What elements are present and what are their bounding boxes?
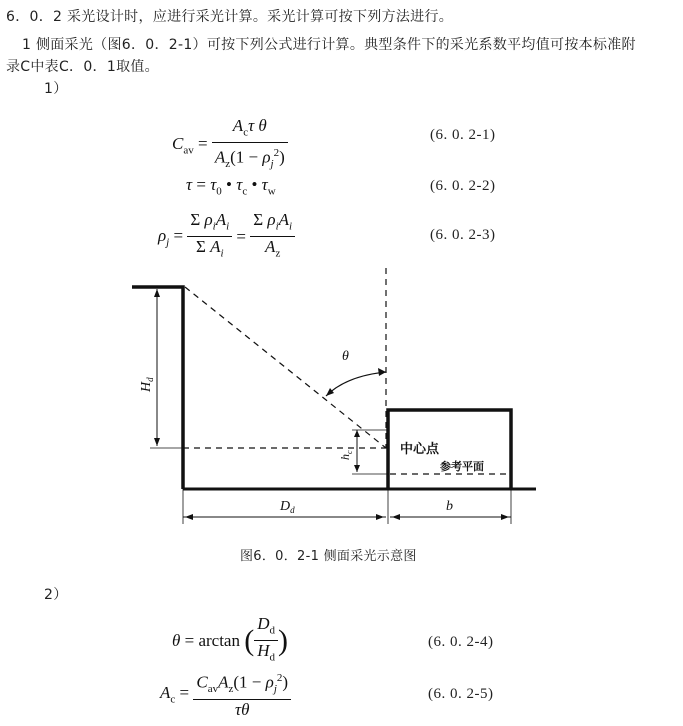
equation-number-5: (6. 0. 2-5) <box>428 686 494 702</box>
theta-label: θ <box>342 349 349 364</box>
b-label: b <box>446 499 453 514</box>
equation-6-0-2-1: $C_{av}$ = $\frac{A_c\tau \theta}{A_z(1 - \rho_j^2)}$ <box>172 116 288 174</box>
equation-6-0-2-2: $\tau = \tau_0$ • $\tau_c$ • $\tau_w$ <box>186 175 276 198</box>
equation-number-3: (6. 0. 2-3) <box>430 227 496 243</box>
hd-label: $H_d$ <box>139 377 155 392</box>
equation-number-2: (6. 0. 2-2) <box>430 178 496 194</box>
center-point-label: 中心点 <box>400 442 440 457</box>
equation-number-1: (6. 0. 2-1) <box>430 127 496 143</box>
paragraph-line-2: 录C中表C．0．1取值。 <box>6 59 159 75</box>
figure-caption: 图6．0．2-1 侧面采光示意图 <box>240 549 417 564</box>
list-item-1-marker: 1） <box>44 81 68 97</box>
reference-plane-label: 参考平面 <box>440 460 484 473</box>
equation-6-0-2-4: θ = arctan ( $\frac{D_d}{H_d}$ ) <box>172 614 288 664</box>
equation-number-4: (6. 0. 2-4) <box>428 634 494 650</box>
equation-6-0-2-3: $\rho_j$ = $\frac{\Sigma \rho_iA_i}{\Sigma A_i}$ = $\frac{\Sigma \rho_iA_i}{A_z}$ <box>158 210 295 264</box>
equation-6-0-2-5: $A_c$ = $\frac{C_{av}A_z(1 - \rho_j^2)}{\tau\theta}$ <box>160 668 291 720</box>
section-heading: 6．0．2 采光设计时，应进行采光计算。采光计算可按下列方法进行。 <box>6 9 454 25</box>
paragraph-line-1: 1 侧面采光（图6．0．2-1）可按下列公式进行计算。典型条件下的采光系数平均值可按本标准附 <box>22 37 636 53</box>
theta-arc <box>326 372 386 396</box>
dd-label: $D_d$ <box>280 499 295 515</box>
list-item-2-marker: 2） <box>44 587 68 603</box>
sight-line <box>185 287 386 448</box>
hc-label: $h_c$ <box>338 450 354 460</box>
